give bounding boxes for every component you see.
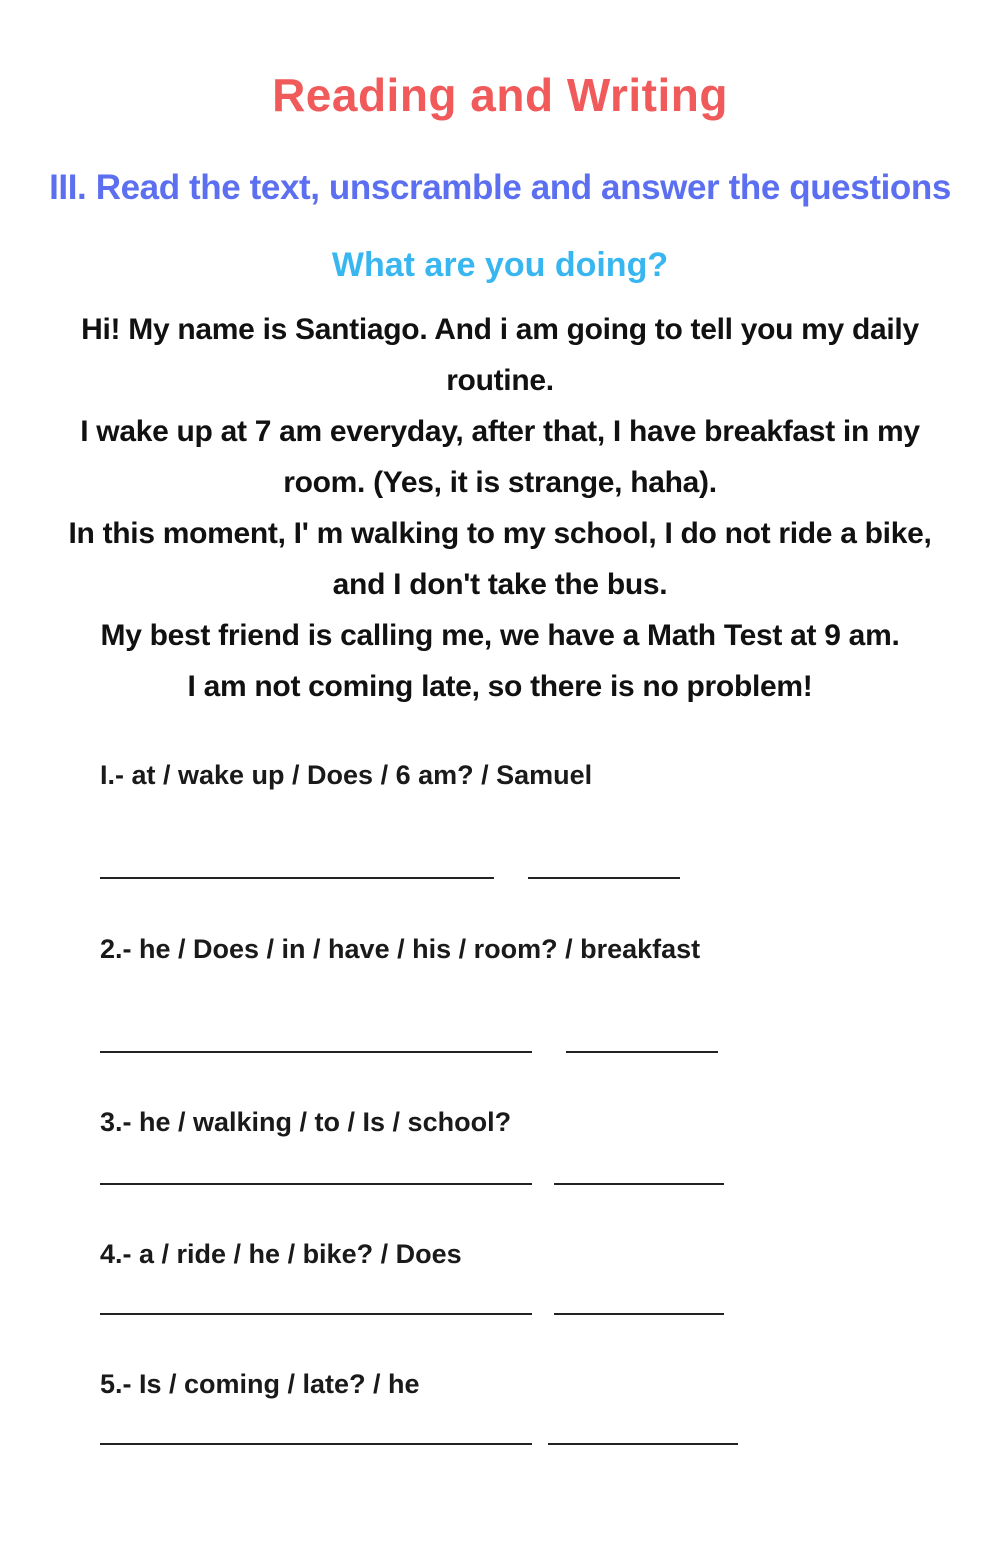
question-4-answer-blank[interactable] [100,1313,532,1315]
question-4-short-answer-blank[interactable] [554,1313,724,1315]
passage-line: room. (Yes, it is strange, haha). [283,466,717,499]
passage-line: In this moment, I' m walking to my school, I do not ride a bike, [68,517,932,550]
question-5-prompt: 5.- Is / coming / late? / he [100,1369,420,1399]
question-4-prompt: 4.- a / ride / he / bike? / Does [100,1239,462,1269]
reading-passage [0,304,1000,712]
question-1-prompt: I.- at / wake up / Does / 6 am? / Samuel [100,760,593,790]
question-2-answer-blank[interactable] [100,1051,532,1053]
question-5-short-answer-blank[interactable] [548,1443,738,1445]
passage-line: Hi! My name is Santiago. And i am going to tell you my daily [81,313,919,346]
passage-line: I am not coming late, so there is no problem! [187,670,813,703]
question-2-short-answer-blank[interactable] [566,1051,718,1053]
question-3-answer-blank[interactable] [100,1183,532,1185]
question-3-prompt: 3.- he / walking / to / Is / school? [100,1107,512,1137]
instruction-heading: III. Read the text, unscramble and answer the questions [49,168,951,207]
question-3-short-answer-blank[interactable] [554,1183,724,1185]
question-2-prompt: 2.- he / Does / in / have / his / room? / breakfast [100,934,701,964]
question-5-answer-blank[interactable] [100,1443,532,1445]
passage-line: I wake up at 7 am everyday, after that, I have breakfast in my [80,415,920,448]
question-1-answer-blank[interactable] [100,877,494,879]
page-title: Reading and Writing [272,69,728,121]
question-1-short-answer-blank[interactable] [528,877,680,879]
passage-title: What are you doing? [331,246,669,284]
passage-line: and I don't take the bus. [332,568,668,601]
passage-line: My best friend is calling me, we have a Math Test at 9 am. [100,619,900,652]
passage-line: routine. [446,364,554,397]
